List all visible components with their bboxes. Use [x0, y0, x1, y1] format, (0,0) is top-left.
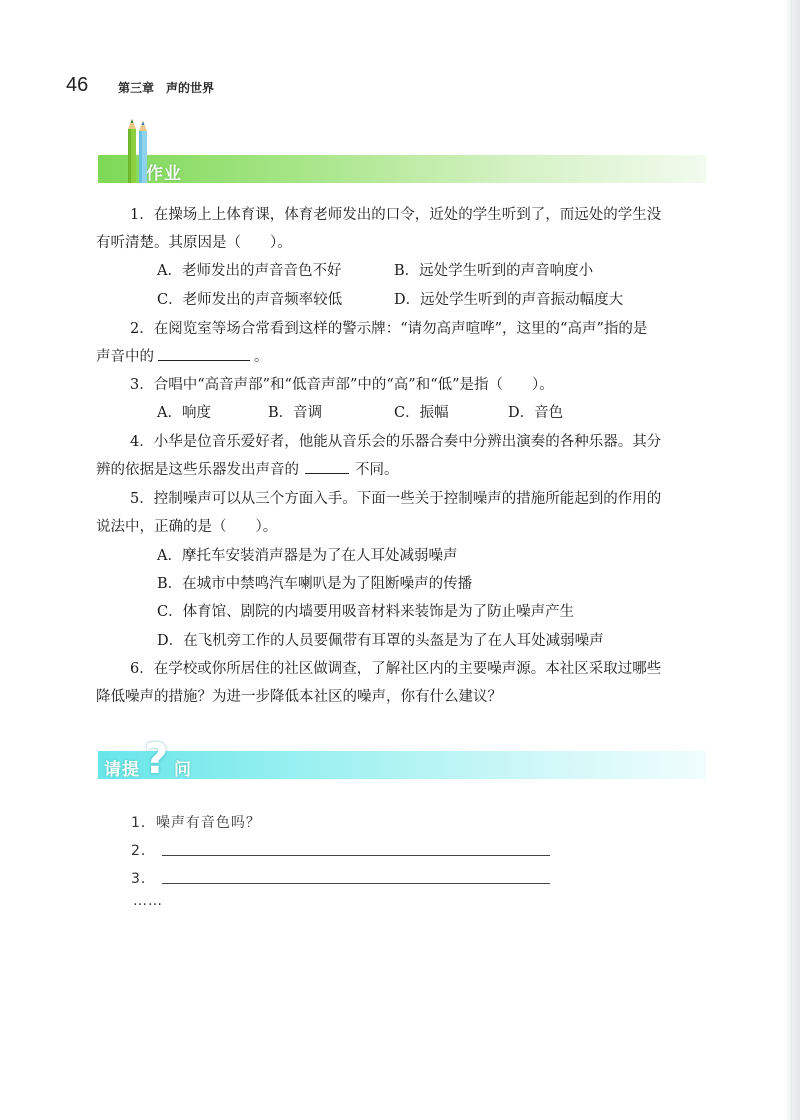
ask-ellipsis: …… [133, 893, 163, 909]
page-number: 46 [66, 74, 89, 96]
ask-title-right: 问 [174, 760, 192, 780]
q1-option-c: C．老师发出的声音频率较低 [157, 292, 343, 308]
ask-item-3-number: 3． [131, 871, 156, 887]
q5-option-d: D．在飞机旁工作的人员要佩带有耳罩的头盔是为了在人耳处减弱噪声 [157, 633, 604, 649]
page-edge-line [791, 0, 792, 1120]
chapter-number: 第三章 [118, 81, 155, 95]
page-edge [784, 0, 800, 1120]
homework-banner [98, 155, 706, 183]
q3-option-c: C．振幅 [394, 405, 449, 421]
ask-item-1: 1．噪声有音色吗？ [131, 815, 261, 831]
q4-answer-blank[interactable] [305, 459, 349, 474]
q5-option-b: B．在城市中禁鸣汽车喇叭是为了阻断噪声的传播 [157, 576, 473, 592]
q3-line1: 3．合唱中“高音声部”和“低音声部”中的“高”和“低”是指（ ）。 [130, 377, 554, 393]
q1-option-b: B．远处学生听到的声音响度小 [394, 263, 594, 279]
q3-option-a: A．响度 [157, 405, 211, 421]
q4-line1: 4．小华是位音乐爱好者，他能从音乐会的乐器合奏中分辨出演奏的各种乐器。其分 [130, 434, 662, 450]
chapter-title: 声的世界 [166, 81, 215, 95]
q2-line2-pre: 声音中的 [96, 349, 154, 365]
q6-line1: 6．在学校或你所居住的社区做调查，了解社区内的主要噪声源。本社区采取过哪些 [130, 661, 662, 677]
question-mark-icon: ? [144, 734, 169, 783]
q4-line2 [96, 459, 399, 481]
q4-line2-pre: 辨的依据是这些乐器发出声音的 [96, 462, 299, 478]
q2-line2-post: 。 [254, 349, 269, 365]
q5-line2: 说法中，正确的是（ ）。 [96, 519, 278, 535]
ask-item-3-line[interactable] [162, 883, 550, 884]
q2-line1: 2．在阅览室等场合常看到这样的警示牌：“请勿高声喧哗”，这里的“高声”指的是 [130, 321, 648, 337]
q3-option-d: D．音色 [508, 405, 564, 421]
chapter-heading [118, 79, 214, 96]
ask-title-left: 请提 [104, 760, 140, 780]
q5-option-a: A．摩托车安装消声器是为了在人耳处减弱噪声 [157, 548, 458, 564]
q3-option-b: B．音调 [268, 405, 323, 421]
q4-line2-post: 不同。 [355, 462, 399, 478]
q5-option-c: C．体育馆、剧院的内墙要用吸音材料来装饰是为了防止噪声产生 [157, 604, 575, 620]
q1-line2: 有听清楚。其原因是（ ）。 [96, 235, 292, 251]
homework-title: 作业 [146, 164, 182, 184]
q2-answer-blank[interactable] [158, 346, 250, 361]
q2-line2 [96, 346, 269, 368]
ask-item-2-line[interactable] [162, 855, 550, 856]
q6-line2: 降低噪声的措施？为进一步降低本社区的噪声，你有什么建议？ [96, 689, 502, 705]
q1-option-a: A．老师发出的声音音色不好 [157, 263, 342, 279]
q5-line1: 5．控制噪声可以从三个方面入手。下面一些关于控制噪声的措施所能起到的作用的 [130, 491, 662, 507]
q1-line1: 1．在操场上上体育课，体育老师发出的口令，近处的学生听到了，而远处的学生没 [130, 207, 662, 223]
q1-option-d: D．远处学生听到的声音振动幅度大 [394, 292, 624, 308]
ask-item-2-number: 2． [131, 843, 156, 859]
